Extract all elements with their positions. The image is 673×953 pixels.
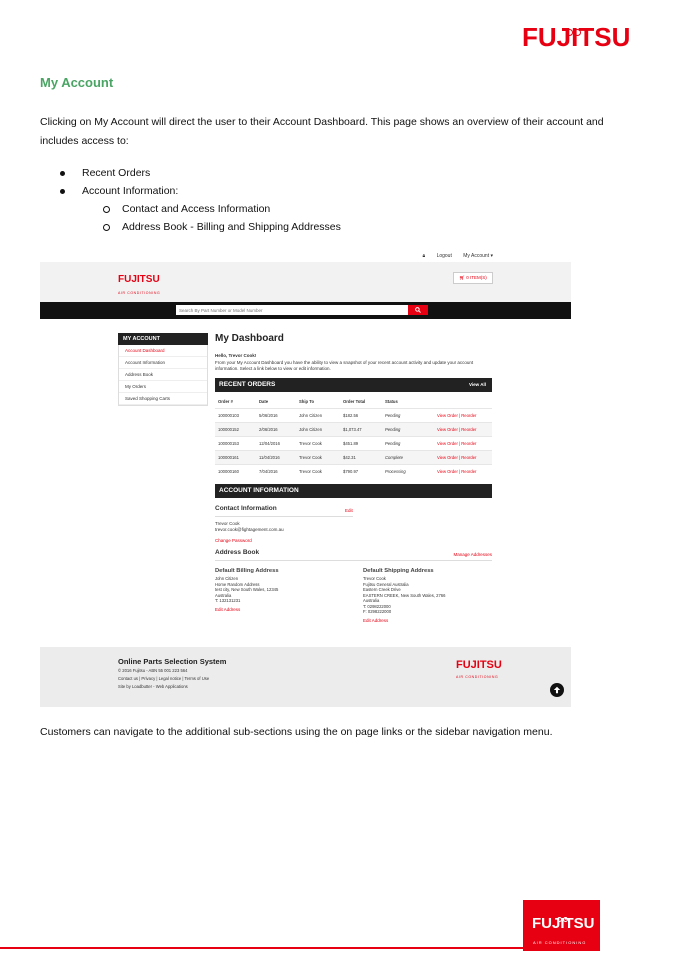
address-line: Australia: [215, 592, 232, 598]
shipping-address: Default Shipping Address Trevor Cook Fujitsu General Australia Eastern Creek Drive EASTERN CREEK, New South Wales, 2766 Australia T: 0298222000 F: 0298222000 Edit Address: [363, 568, 493, 623]
account-info-header: ACCOUNT INFORMATION: [215, 484, 492, 498]
cell-ship: John Citizen: [299, 427, 323, 432]
cell-total: $42.31: [343, 455, 356, 460]
cell-ship: Trevor Cook: [299, 469, 322, 474]
cell-date: 7/04/2016: [259, 469, 278, 474]
back-to-top-button[interactable]: [550, 683, 564, 697]
my-account-link[interactable]: My Account ▾: [463, 253, 493, 259]
contact-details: Trevor Cook trevor.cook@fightagement.com.au: [215, 521, 284, 532]
fujitsu-badge-logo: FUJITSU AIR CONDITIONING: [523, 900, 600, 951]
contact-info-title: Contact Information: [215, 505, 277, 512]
site-logo[interactable]: FUJITSU: [118, 274, 160, 285]
cell-ship: Trevor Cook: [299, 441, 322, 446]
orders-table: [215, 396, 492, 478]
view-order-reorder-link[interactable]: View Order | Reorder: [437, 413, 477, 418]
view-order-reorder-link[interactable]: View Order | Reorder: [437, 427, 477, 432]
cell-ship: John Citizen: [299, 413, 323, 418]
search-button[interactable]: [408, 305, 428, 315]
footer-logo: FUJITSU: [456, 659, 502, 671]
address-line: Trevor Cook: [363, 576, 386, 581]
cell-status: Pending: [385, 441, 401, 446]
divider: [215, 560, 492, 561]
view-order-reorder-link[interactable]: View Order | Reorder: [437, 455, 477, 460]
cell-total: $1,073.47: [343, 427, 362, 432]
dashboard-main: [215, 333, 492, 623]
sidebar-item-my-orders[interactable]: My Orders: [119, 381, 207, 393]
sidebar-item-address-book[interactable]: Address Book: [119, 369, 207, 381]
footer-rule: [0, 947, 523, 949]
cell-date: 2/06/2016: [259, 427, 278, 432]
cell-id: 100000160: [218, 469, 239, 474]
greeting: Hello, Trevor Cook!: [215, 353, 257, 358]
fujitsu-logo: FUJITSU: [522, 22, 630, 53]
cell-total: $451.89: [343, 441, 359, 446]
cell-id: 100000103: [218, 413, 239, 418]
site-logo-sub: AIR CONDITIONING: [118, 291, 161, 295]
logout-link[interactable]: 🔒︎ Logout: [422, 253, 452, 259]
cell-id: 100000161: [218, 455, 239, 460]
cell-date: 11/04/2016: [259, 455, 280, 460]
edit-contact-link[interactable]: Edit: [345, 508, 353, 513]
table-row: [215, 422, 492, 436]
sidebar-title: MY ACCOUNT: [118, 333, 208, 345]
closing-paragraph: Customers can navigate to the additional sub-sections using the on page links or the sidebar navigation menu.: [40, 726, 553, 738]
footer-logo-sub: AIR CONDITIONING: [456, 675, 499, 679]
address-line: John Citizen: [215, 576, 239, 581]
table-row: [215, 408, 492, 422]
cell-date: 12/04/2016: [259, 441, 280, 446]
address-line: Fujitsu General Australia: [363, 581, 409, 587]
page-title: My Dashboard: [215, 333, 284, 344]
bullet-dot-icon: [60, 189, 65, 194]
account-sidebar: [118, 333, 208, 406]
view-order-reorder-link[interactable]: View Order | Reorder: [437, 469, 477, 474]
divider: [215, 516, 353, 517]
address-line: T: 0298222000: [363, 603, 391, 609]
address-line: EASTERN CREEK, New South Wales, 2766: [363, 592, 446, 598]
table-row: [215, 436, 492, 450]
edit-billing-address-link[interactable]: Edit Address: [215, 606, 241, 612]
cell-id: 100000153: [218, 441, 239, 446]
intro-paragraph: Clicking on My Account will direct the user to their Account Dashboard. This page shows an overview of their account and includes access to:: [40, 116, 604, 147]
sidebar-item-account-information[interactable]: Account Information: [119, 357, 207, 369]
footer-copyright: © 2016 Fujitsu - ABN 55 001 223 564: [118, 668, 188, 673]
change-password-link[interactable]: Change Password: [215, 538, 252, 543]
circle-bullet-icon: [103, 206, 110, 213]
address-line: T: 132131231: [215, 598, 241, 603]
sidebar-item-account-dashboard[interactable]: Account Dashboard: [119, 345, 207, 357]
table-header: Order # Date Ship To Order Total Status: [218, 399, 398, 404]
dashboard-intro: From your My Account Dashboard you have the ability to view a snapshot of your recent account activity and update your account information. Select a link below to view or edit information.: [215, 360, 474, 371]
table-row: [215, 450, 492, 464]
address-book-title: Address Book: [215, 549, 260, 556]
cell-total: $182.56: [343, 413, 359, 418]
cell-id: 100000152: [218, 427, 239, 432]
top-links: [413, 253, 494, 259]
sidebar-item-saved-carts[interactable]: Saved Shopping Carts: [119, 393, 207, 405]
address-line: Eastern Creek Drive: [363, 587, 401, 592]
recent-orders-header: RECENT ORDERS View All: [215, 378, 492, 392]
logo-infinity-icon: [566, 12, 582, 43]
search-input[interactable]: [176, 305, 408, 315]
view-order-reorder-link[interactable]: View Order | Reorder: [437, 441, 477, 446]
cell-status: Pending: [385, 427, 401, 432]
address-line: Australia: [363, 598, 380, 603]
cell-ship: Trevor Cook: [299, 455, 322, 460]
cell-status: Complete: [385, 455, 403, 460]
address-line: test city, New South Wales, 12345: [215, 587, 279, 592]
arrow-up-icon: [553, 686, 561, 694]
search-icon: [415, 307, 421, 313]
site-footer: [40, 647, 571, 707]
account-dashboard-screenshot: [40, 252, 571, 708]
cell-total: $790.97: [343, 469, 359, 474]
address-line: F: 0298222000: [363, 609, 392, 614]
cell-status: Processing: [385, 469, 406, 474]
table-row: [215, 464, 492, 478]
footer-title: Online Parts Selection System: [118, 657, 227, 666]
bullet-dot-icon: [60, 171, 65, 176]
cart-icon: 🛒︎: [459, 275, 465, 280]
footer-credit: Site by Loadbutter - Web Applications: [118, 684, 188, 689]
manage-addresses-link[interactable]: Manage Addresses: [453, 552, 492, 557]
circle-bullet-icon: [103, 224, 110, 231]
billing-address: Default Billing Address John Citizen Home Random Address test city, New South Wales, 12345 Australia T: 132131231 Edit Address: [215, 568, 345, 612]
cell-status: Pending: [385, 413, 401, 418]
edit-shipping-address-link[interactable]: Edit Address: [363, 617, 389, 623]
cart-button[interactable]: 🛒︎ 0 ITEM(S): [453, 272, 493, 284]
cell-date: 5/06/2016: [259, 413, 278, 418]
section-title: My Account: [40, 75, 114, 90]
view-all-link[interactable]: View All: [468, 382, 486, 387]
footer-links[interactable]: Contact us | Privacy | Legal notice | Terms of Use: [118, 676, 210, 681]
address-line: Home Random Address: [215, 581, 260, 587]
